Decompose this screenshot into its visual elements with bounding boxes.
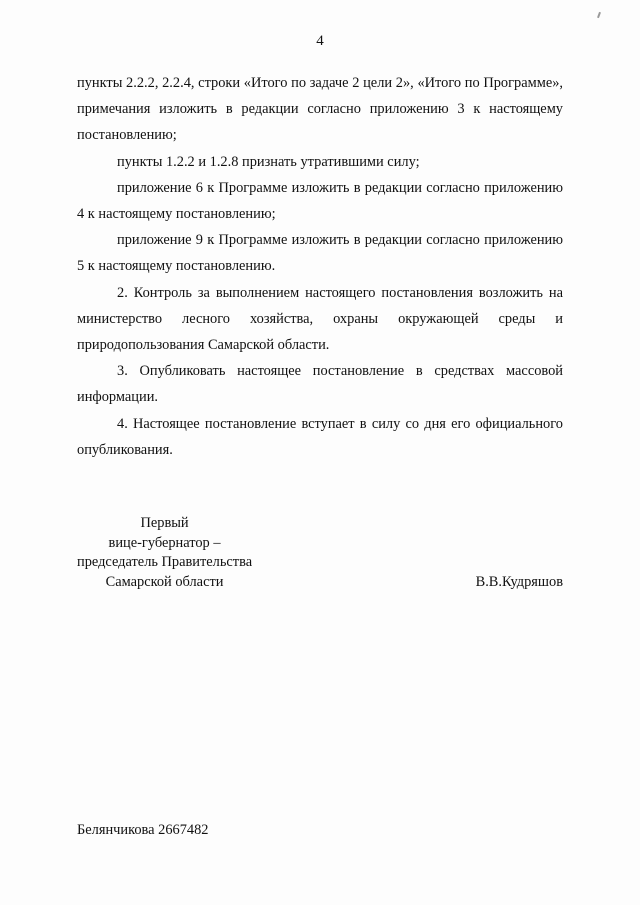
document-body xyxy=(77,70,563,463)
paragraph-effective-date: 4. Настоящее постановление вступает в силу со дня его официального опубликования. xyxy=(77,415,563,458)
paragraph-continuation: пункты 2.2.2, 2.2.4, строки «Итого по задаче 2 цели 2», «Итого по Программе», примечания изложить в редакции согласно приложению 3 к настоящему постановлению; xyxy=(77,75,563,144)
paragraph-appendix-9: приложение 9 к Программе изложить в редакции согласно приложению 5 к настоящему постановлению. xyxy=(77,232,563,275)
paragraph-appendix-6: приложение 6 к Программе изложить в редакции согласно приложению 4 к настоящему постановлению; xyxy=(77,179,563,223)
paragraph-publish: 3. Опубликовать настоящее постановление в средствах массовой информации. xyxy=(77,363,563,406)
signature-block xyxy=(77,514,563,592)
page-number: 4 xyxy=(316,33,324,49)
signatory-title-line: председатель Правительства xyxy=(77,554,253,570)
signatory-title-line: Самарской области xyxy=(105,573,224,590)
paragraph-repeal-items: пункты 1.2.2 и 1.2.8 признать утратившими силу; xyxy=(117,153,420,170)
signatory-title-line: Первый xyxy=(140,515,189,531)
paragraph-control: 2. Контроль за выполнением настоящего постановления возложить на министерство лесного хозяйства, охраны окружающей среды и природопользования Самарской области. xyxy=(77,284,563,354)
signatory-name: В.В.Кудряшов xyxy=(475,573,563,590)
signatory-title-line: вице-губернатор – xyxy=(108,534,221,551)
signatory-title xyxy=(77,514,252,592)
scan-artifact xyxy=(597,12,601,18)
executor-note: Белянчикова 2667482 xyxy=(77,822,209,838)
